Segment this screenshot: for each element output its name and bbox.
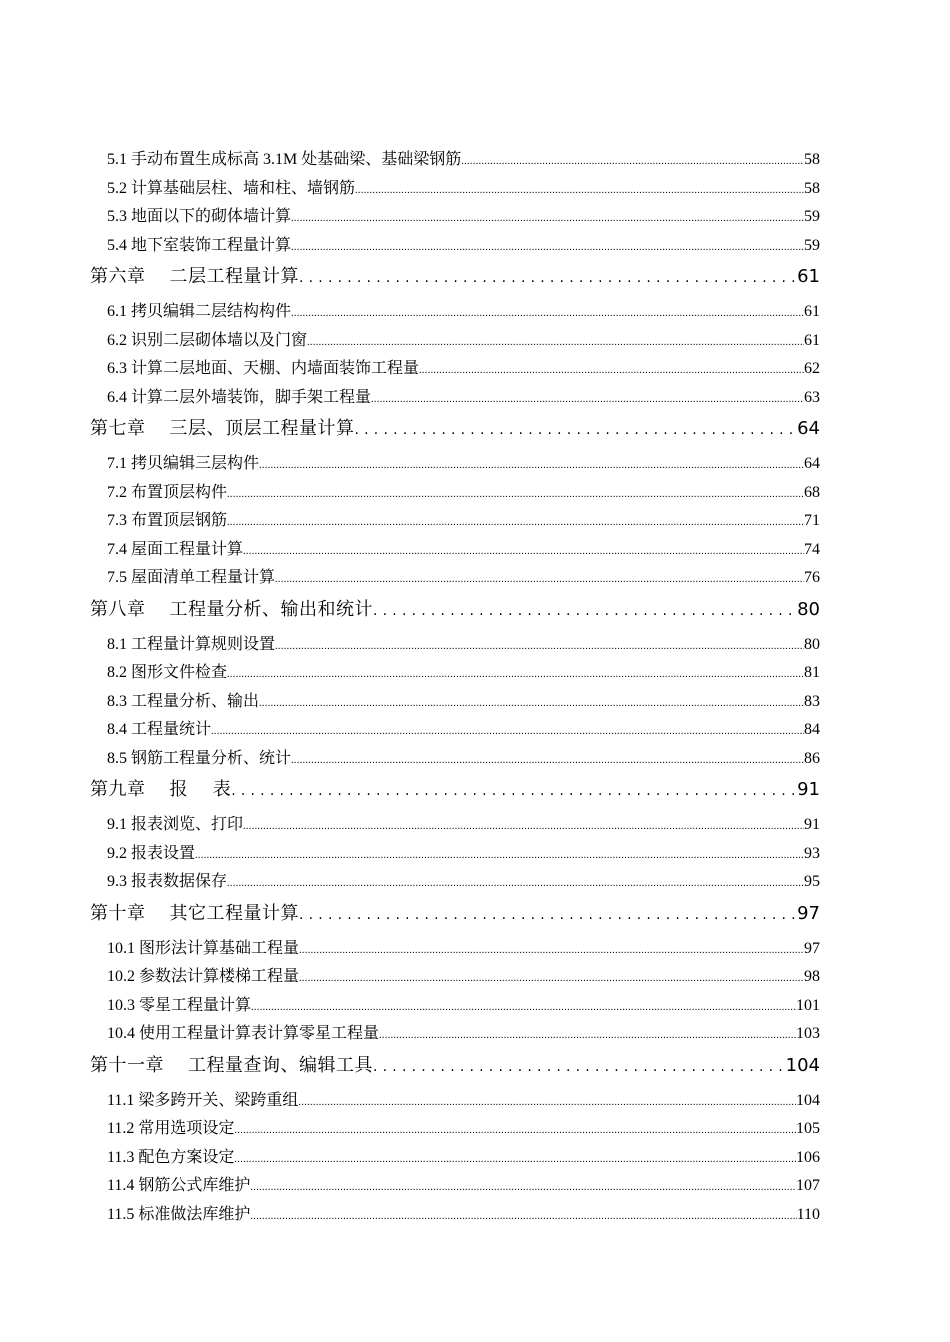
toc-section-title: 6.4 计算二层外墙装饰，脚手架工程量 (107, 388, 372, 406)
toc-page-number: 93 (804, 844, 820, 862)
toc-chapter-entry[interactable] (90, 773, 820, 806)
toc-dot-leader (371, 386, 804, 415)
toc-section-entry[interactable] (90, 745, 820, 774)
toc-page-number: 61 (804, 331, 820, 349)
toc-dot-leader (231, 775, 797, 808)
toc-section-entry[interactable] (90, 1201, 820, 1230)
toc-page-number: 107 (796, 1177, 820, 1194)
toc-dot-leader (461, 148, 804, 177)
toc-page-number: 105 (796, 1120, 820, 1137)
toc-dot-leader (291, 234, 804, 263)
toc-chapter-text: 工程量查询、编辑工具 (188, 1054, 373, 1076)
toc-section-entry[interactable] (90, 450, 820, 479)
toc-chapter-entry[interactable] (90, 412, 820, 445)
toc-dot-leader (211, 718, 804, 747)
toc-page-number: 64 (804, 455, 820, 472)
toc-dot-leader (250, 1203, 796, 1232)
toc-page-number: 80 (797, 598, 820, 620)
toc-section-title: 8.2 图形文件检查 (107, 664, 228, 681)
toc-page-number: 59 (804, 236, 820, 254)
toc-page-number: 91 (797, 779, 820, 800)
toc-section-title: 9.1 报表浏览、打印 (107, 816, 244, 833)
toc-page-number: 76 (804, 569, 820, 586)
toc-dot-leader (291, 747, 804, 776)
toc-dot-leader (299, 899, 797, 932)
toc-section-entry[interactable] (90, 564, 820, 593)
toc-section-entry[interactable] (90, 175, 820, 204)
toc-dot-leader (298, 1089, 796, 1118)
toc-section-title: 11.4 钢筋公式库维护 (107, 1177, 251, 1194)
toc-page-number: 97 (797, 902, 820, 924)
toc-chapter-title (90, 897, 299, 930)
toc-section-entry[interactable] (90, 1020, 820, 1049)
toc-chapter-text: 工程量分析、输出和统计 (169, 598, 373, 620)
toc-page-number: 103 (796, 1025, 820, 1042)
toc-section-title: 8.3 工程量分析、输出 (107, 692, 260, 710)
toc-dot-leader (227, 481, 804, 510)
toc-dot-leader (243, 813, 804, 842)
toc-section-entry[interactable] (90, 1087, 820, 1116)
toc-chapter-number: 第七章 (90, 418, 146, 439)
toc-dot-leader (299, 262, 797, 295)
toc-page-number: 64 (797, 418, 820, 439)
toc-section-entry[interactable] (90, 1144, 820, 1173)
toc-section-entry[interactable] (90, 507, 820, 536)
toc-dot-leader (275, 566, 804, 595)
toc-section-title: 6.2 识别二层砌体墙以及门窗 (107, 331, 308, 349)
toc-page-number: 104 (796, 1091, 820, 1109)
toc-chapter-title (90, 773, 231, 806)
toc-dot-leader (299, 965, 804, 994)
toc-chapter-title (90, 1049, 373, 1082)
toc-dot-leader (227, 870, 804, 899)
toc-section-entry[interactable] (90, 384, 820, 413)
toc-chapter-number: 第九章 (90, 779, 146, 800)
toc-chapter-title (90, 260, 299, 293)
toc-page-number: 58 (804, 151, 820, 168)
toc-chapter-number: 第八章 (90, 598, 146, 620)
toc-dot-leader (299, 937, 804, 966)
toc-section-title: 5.2 计算基础层柱、墙和柱、墙钢筋 (107, 179, 356, 197)
toc-page-number: 110 (796, 1205, 820, 1223)
toc-section-title: 5.1 手动布置生成标高 3.1M 处基础梁、基础梁钢筋 (107, 151, 462, 168)
toc-section-title: 11.2 常用选项设定 (107, 1120, 235, 1137)
toc-chapter-entry[interactable] (90, 593, 820, 626)
toc-section-title: 7.4 屋面工程量计算 (107, 540, 244, 558)
toc-section-entry[interactable] (90, 355, 820, 384)
toc-chapter-title (90, 593, 373, 626)
toc-section-entry[interactable] (90, 868, 820, 897)
toc-dot-leader (291, 205, 804, 234)
toc-section-title: 5.4 地下室装饰工程量计算 (107, 236, 292, 254)
toc-section-entry[interactable] (90, 811, 820, 840)
toc-chapter-text: 三层、顶层工程量计算 (169, 418, 355, 439)
toc-dot-leader (373, 595, 797, 628)
toc-page-number: 91 (804, 816, 820, 833)
toc-section-title: 8.5 钢筋工程量分析、统计 (107, 749, 292, 767)
toc-dot-leader (259, 690, 804, 719)
toc-dot-leader (251, 994, 796, 1023)
toc-dot-leader (275, 633, 804, 662)
toc-chapter-number: 第十章 (90, 902, 146, 924)
toc-section-entry[interactable] (90, 688, 820, 717)
toc-dot-leader (419, 357, 804, 386)
toc-section-title: 7.3 布置顶层钢筋 (107, 512, 228, 529)
toc-section-title: 6.3 计算二层地面、天棚、内墙面装饰工程量 (107, 360, 420, 377)
toc-chapter-number: 第十一章 (90, 1054, 164, 1076)
toc-section-title: 10.3 零星工程量计算 (107, 996, 252, 1014)
toc-page-number: 68 (804, 483, 820, 501)
toc-chapter-number: 第六章 (90, 266, 146, 287)
toc-section-title: 7.1 拷贝编辑三层构件 (107, 455, 260, 472)
toc-dot-leader (250, 1174, 796, 1203)
toc-page-number: 71 (804, 512, 820, 529)
toc-section-title: 7.5 屋面清单工程量计算 (107, 569, 276, 586)
toc-section-entry[interactable] (90, 716, 820, 745)
toc-page-number: 101 (796, 996, 820, 1014)
toc-page-number: 106 (796, 1148, 820, 1166)
toc-page-number: 97 (804, 939, 820, 957)
toc-section-title: 7.2 布置顶层构件 (107, 483, 228, 501)
toc-dot-leader (307, 329, 804, 358)
toc-chapter-text: 报 表 (169, 779, 232, 800)
toc-section-title: 11.1 梁多跨开关、梁跨重组 (107, 1091, 299, 1109)
toc-section-title: 8.4 工程量统计 (107, 721, 212, 738)
toc-page-number: 58 (804, 179, 820, 197)
toc-page-number: 81 (804, 664, 820, 681)
toc-dot-leader (227, 661, 804, 690)
toc-section-entry[interactable] (90, 935, 820, 964)
toc-section-title: 9.2 报表设置 (107, 844, 196, 862)
toc-section-entry[interactable] (90, 1172, 820, 1201)
toc-chapter-title (90, 412, 355, 445)
toc-section-entry[interactable] (90, 536, 820, 565)
toc-page-number: 83 (804, 692, 820, 710)
toc-chapter-entry[interactable] (90, 897, 820, 930)
toc-dot-leader (355, 177, 804, 206)
toc-section-entry[interactable] (90, 631, 820, 660)
toc-section-title: 10.2 参数法计算楼梯工程量 (107, 968, 300, 985)
toc-section-entry[interactable] (90, 146, 820, 175)
toc-chapter-text: 二层工程量计算 (169, 266, 299, 287)
toc-page-number: 61 (797, 266, 820, 287)
toc-page-number: 62 (804, 360, 820, 377)
toc-chapter-text: 其它工程量计算 (169, 902, 299, 924)
toc-page-number: 98 (804, 968, 820, 985)
toc-dot-leader (259, 452, 804, 481)
toc-page-number: 86 (804, 749, 820, 767)
toc-section-title: 10.4 使用工程量计算表计算零星工程量 (107, 1025, 380, 1042)
toc-dot-leader (379, 1022, 796, 1051)
toc-section-title: 6.1 拷贝编辑二层结构构件 (107, 303, 292, 320)
toc-section-entry[interactable] (90, 963, 820, 992)
toc-section-entry[interactable] (90, 1115, 820, 1144)
toc-page-number: 95 (804, 873, 820, 890)
table-of-contents (90, 146, 820, 1229)
toc-section-entry[interactable] (90, 298, 820, 327)
toc-section-entry[interactable] (90, 479, 820, 508)
toc-chapter-entry[interactable] (90, 260, 820, 293)
toc-dot-leader (234, 1117, 796, 1146)
toc-dot-leader (291, 300, 804, 329)
toc-page-number: 80 (804, 635, 820, 653)
toc-section-title: 8.1 工程量计算规则设置 (107, 635, 276, 653)
toc-dot-leader (234, 1146, 796, 1175)
toc-dot-leader (243, 538, 804, 567)
toc-page-number: 84 (804, 721, 820, 738)
toc-section-title: 11.3 配色方案设定 (107, 1148, 235, 1166)
toc-section-title: 5.3 地面以下的砌体墙计算 (107, 208, 292, 225)
toc-page-number: 61 (804, 303, 820, 320)
toc-page-number: 63 (804, 388, 820, 406)
toc-section-title: 9.3 报表数据保存 (107, 873, 228, 890)
toc-dot-leader (195, 842, 804, 871)
toc-section-entry[interactable] (90, 992, 820, 1021)
toc-section-entry[interactable] (90, 327, 820, 356)
toc-section-entry[interactable] (90, 203, 820, 232)
toc-page-number: 59 (804, 208, 820, 225)
toc-section-entry[interactable] (90, 840, 820, 869)
toc-section-entry[interactable] (90, 659, 820, 688)
toc-section-title: 11.5 标准做法库维护 (107, 1205, 251, 1223)
toc-section-entry[interactable] (90, 232, 820, 261)
toc-dot-leader (373, 1051, 786, 1084)
toc-section-title: 10.1 图形法计算基础工程量 (107, 939, 300, 957)
toc-page-number: 74 (804, 540, 820, 558)
toc-dot-leader (227, 509, 804, 538)
toc-page-number: 104 (785, 1054, 820, 1076)
toc-dot-leader (355, 414, 798, 447)
toc-chapter-entry[interactable] (90, 1049, 820, 1082)
